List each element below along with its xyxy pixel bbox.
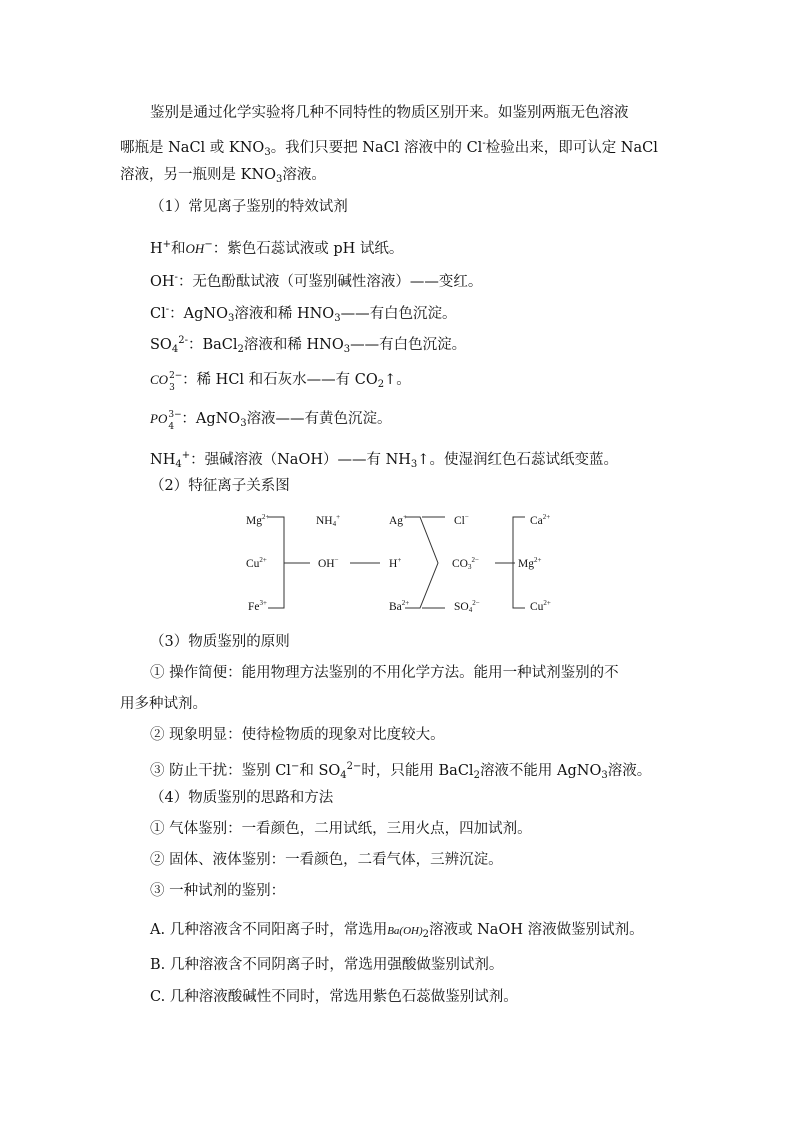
ion-ag: Ag+ [389,513,408,527]
reagent-row-so4: $SO_4^{2-}$：BaCl$_2$溶液和稀 $HNO_3——$有白色沉淀。 [150,335,467,355]
ion-relation-diagram [240,505,560,625]
method-item-a: A. 几种溶液含不同阳离子时，常选用$Ba(OH)_2$溶液或 NaOH 溶液做鉴别试剂。 [150,922,644,940]
section-2-heading: （2）特征离子关系图 [150,478,290,494]
ion-oh: OH− [318,556,339,570]
section-4-heading: （4）物质鉴别的思路和方法 [150,790,334,806]
intro-line-2: 哪瓶是 NaCl 或 $KNO_3$。我们只要把 NaCl 溶液中的 Cl-检验出来，即可认定 NaCl [120,138,658,158]
ion-cu-right: $Cu^{2+}$ [530,599,551,613]
bracket-left-cations [268,517,284,608]
reagent-row-cl: Cl-：AgNO$_3$溶液和稀 $HNO_3——$有白色沉淀。 [150,304,457,324]
section-1-heading: （1）常见离子鉴别的特效试剂 [150,199,348,215]
method-solid-liquid: ② 固体、液体鉴别：一看颜色，二看气体，三辨沉淀。 [150,852,503,868]
reagent-row-oh: OH-：无色酚酞试液（可鉴别碱性溶液）——变红。 [150,272,483,290]
ion-mg: $Mg^{2+}$ [246,513,270,527]
reagent-row-h-oh: H+和OH−：紫色石蕊试液或 pH 试纸。 [150,239,404,257]
principle-2: ② 现象明显：使待检物质的现象对比度较大。 [150,727,445,743]
ion-ca-right: $Ca^{2+}$ [530,513,551,527]
ion-h: H+ [389,556,402,570]
intro-line-1: 鉴别是通过化学实验将几种不同特性的物质区别开来。如鉴别两瓶无色溶液 [150,105,629,121]
ion-cu: $Cu^{2+}$ [246,556,267,570]
reagent-row-co3: CO 2− 3 ：稀 HCl 和石灰水——有 $CO_2↑$。 [150,371,411,393]
section-3-heading: （3）物质鉴别的原则 [150,634,290,650]
method-item-c: C. 几种溶液酸碱性不同时，常选用紫色石蕊做鉴别试剂。 [150,989,518,1005]
zigzag-ag-h-ba [405,517,438,608]
principle-1-line-1: ① 操作简便：能用物理方法鉴别的不用化学方法。能用一种试剂鉴别的不 [150,665,619,681]
ion-nh4: $NH_4^+$ [316,513,341,528]
reagent-row-po4: PO 3− 4 ：AgNO$_3$溶液——有黄色沉淀。 [150,410,392,432]
reagent-row-nh4: $NH_4^+$：强碱溶液（NaOH）——有 $NH_3↑$。使湿润红色石蕊试纸变蓝。 [150,450,618,470]
method-gas: ① 气体鉴别：一看颜色，二用试纸，三用火点，四加试剂。 [150,821,532,837]
principle-1-line-2: 用多种试剂。 [120,696,207,712]
method-item-b: B. 几种溶液含不同阴离子时，常选用强酸做鉴别试剂。 [150,957,504,973]
method-one-reagent: ③ 一种试剂的鉴别： [150,883,286,899]
intro-line-3: 溶液，另一瓶则是 $KNO_3$溶液。 [120,167,326,185]
ion-ba: $Ba^{2+}$ [389,599,410,613]
ion-fe: $Fe^{3+}$ [248,599,267,613]
ion-so4: $SO_4^{2-}$ [454,599,480,614]
ion-co3: $CO_3^{2-}$ [452,556,479,571]
ion-cl: Cl− [454,513,469,527]
ion-mg-right: $Mg^{2+}$ [518,556,542,570]
principle-3: ③ 防止干扰：鉴别 Cl−和 $SO_4^{2-}$时，只能用 BaCl$_2$溶液不能用 AgNO$_3$溶液。 [150,761,652,781]
